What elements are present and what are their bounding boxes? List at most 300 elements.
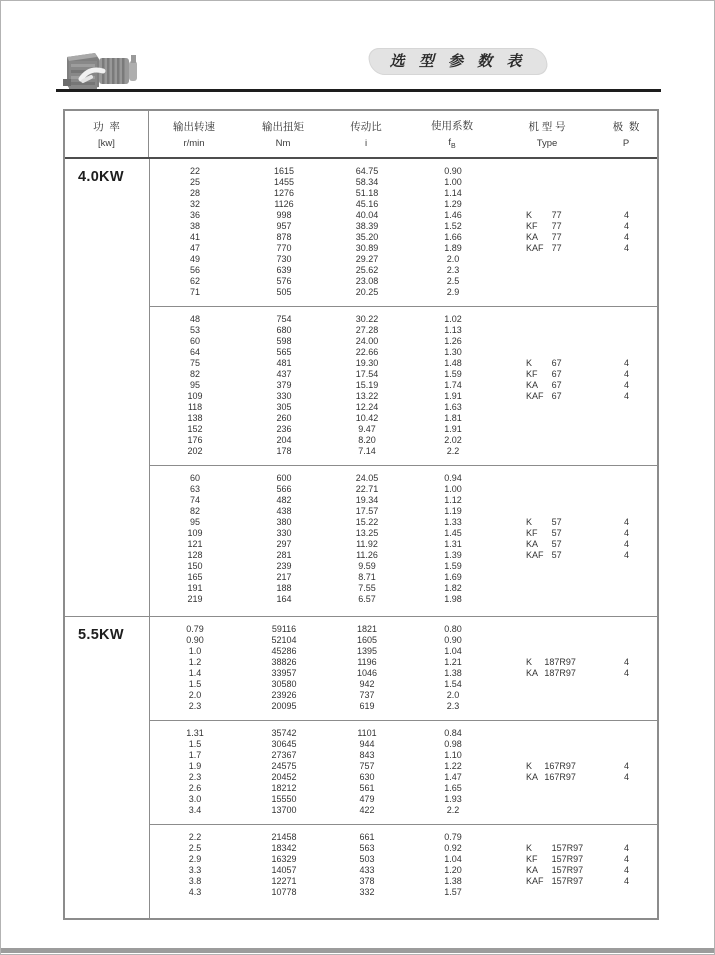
cell-poles: 4 [623, 842, 629, 853]
cell-service-factor: 1.20 [444, 864, 462, 875]
cell-service-factor: 1.26 [444, 335, 462, 346]
table-row [150, 242, 657, 253]
cell-output-speed: 60 [189, 472, 200, 483]
cell-output-torque: 13700 [271, 804, 297, 815]
cell-output-speed: 82 [189, 505, 200, 516]
cell-ratio: 17.57 [355, 505, 379, 516]
table-row [150, 505, 657, 516]
column-header-type: 机 型 号 Type [528, 121, 566, 149]
cell-ratio: 24.00 [355, 335, 379, 346]
cell-service-factor: 1.63 [444, 401, 462, 412]
table-row [150, 472, 657, 483]
cell-output-torque: 437 [276, 368, 292, 379]
cell-service-factor: 1.81 [444, 412, 462, 423]
cell-ratio: 8.71 [358, 571, 376, 582]
cell-type: K 57 [526, 516, 562, 527]
cell-output-torque: 1455 [273, 176, 295, 187]
table-row [150, 516, 657, 527]
table-row [150, 886, 657, 897]
cell-output-torque: 33957 [271, 667, 297, 678]
cell-output-speed: 47 [189, 242, 200, 253]
cell-type: K 67 [526, 357, 562, 368]
table-row [150, 176, 657, 187]
cell-ratio: 22.71 [355, 483, 379, 494]
cell-output-torque: 38826 [271, 656, 297, 667]
cell-output-torque: 730 [276, 253, 292, 264]
cell-output-speed: 3.0 [188, 793, 202, 804]
cell-service-factor: 1.31 [444, 538, 462, 549]
cell-output-speed: 48 [189, 313, 200, 324]
cell-ratio: 45.16 [355, 198, 379, 209]
cell-type: KF 77 [526, 220, 562, 231]
cell-ratio: 27.28 [355, 324, 379, 335]
cell-output-speed: 74 [189, 494, 200, 505]
cell-output-speed: 82 [189, 368, 200, 379]
table-row [150, 760, 657, 771]
cell-output-torque: 680 [276, 324, 292, 335]
cell-output-speed: 1.5 [188, 738, 202, 749]
cell-poles: 4 [623, 527, 629, 538]
cell-output-speed: 63 [189, 483, 200, 494]
cell-output-speed: 28 [189, 187, 200, 198]
cell-output-torque: 565 [276, 346, 292, 357]
cell-service-factor: 1.10 [444, 749, 462, 760]
cell-ratio: 12.24 [355, 401, 379, 412]
cell-output-speed: 128 [187, 549, 203, 560]
table-row [150, 623, 657, 634]
cell-ratio: 422 [359, 804, 375, 815]
cell-service-factor: 2.3 [446, 700, 460, 711]
cell-poles: 4 [623, 760, 629, 771]
cell-output-torque: 1126 [274, 198, 294, 209]
cell-ratio: 7.14 [358, 445, 376, 456]
cell-service-factor: 1.93 [444, 793, 462, 804]
cell-ratio: 9.47 [358, 423, 376, 434]
cell-type: K 187R97 [526, 656, 576, 667]
power-label: 5.5KW [78, 627, 124, 643]
cell-service-factor: 1.52 [444, 220, 462, 231]
cell-output-speed: 2.5 [188, 842, 202, 853]
cell-ratio: 563 [359, 842, 375, 853]
cell-ratio: 503 [359, 853, 375, 864]
cell-service-factor: 1.98 [444, 593, 462, 604]
cell-ratio: 757 [359, 760, 375, 771]
cell-output-speed: 152 [187, 423, 203, 434]
cell-type: KAF 57 [526, 549, 562, 560]
table-header-row [65, 111, 657, 159]
selection-parameter-table [63, 109, 659, 920]
table-row [150, 538, 657, 549]
table-row [150, 875, 657, 886]
table-row [150, 593, 657, 604]
cell-output-torque: 188 [276, 582, 292, 593]
cell-service-factor: 0.92 [444, 842, 462, 853]
cell-ratio: 1821 [356, 623, 378, 634]
ratio-group [150, 306, 657, 465]
table-row [150, 678, 657, 689]
cell-output-speed: 64 [189, 346, 200, 357]
ratio-groups [149, 617, 657, 918]
cell-output-torque: 24575 [271, 760, 297, 771]
cell-poles: 4 [623, 516, 629, 527]
cell-output-torque: 35742 [271, 727, 297, 738]
cell-ratio: 30.22 [355, 313, 379, 324]
cell-output-torque: 305 [276, 401, 292, 412]
cell-service-factor: 1.30 [444, 346, 462, 357]
table-row [150, 527, 657, 538]
cell-output-torque: 164 [276, 593, 292, 604]
cell-output-torque: 204 [276, 434, 292, 445]
cell-output-torque: 21458 [271, 831, 297, 842]
cell-output-torque: 30580 [271, 678, 297, 689]
table-row [150, 560, 657, 571]
ratio-groups [149, 159, 657, 616]
table-row [150, 842, 657, 853]
table-row [150, 853, 657, 864]
cell-ratio: 23.08 [355, 275, 379, 286]
cell-output-torque: 505 [276, 286, 292, 297]
cell-output-torque: 15550 [271, 793, 297, 804]
cell-output-torque: 178 [276, 445, 292, 456]
cell-type: KAF 77 [526, 242, 562, 253]
cell-output-torque: 576 [276, 275, 292, 286]
cell-output-speed: 219 [187, 593, 203, 604]
ratio-group [150, 617, 657, 720]
cell-service-factor: 1.57 [444, 886, 462, 897]
ratio-group [150, 159, 657, 306]
table-row [150, 412, 657, 423]
cell-ratio: 7.55 [358, 582, 376, 593]
cell-output-speed: 0.90 [186, 634, 204, 645]
table-row [150, 434, 657, 445]
cell-output-speed: 60 [189, 335, 200, 346]
cell-service-factor: 0.84 [444, 727, 462, 738]
cell-output-torque: 566 [276, 483, 292, 494]
cell-poles: 4 [623, 656, 629, 667]
power-section [65, 159, 657, 616]
cell-service-factor: 0.90 [444, 634, 462, 645]
cell-output-torque: 27367 [271, 749, 297, 760]
cell-output-torque: 52104 [271, 634, 297, 645]
cell-poles: 4 [623, 357, 629, 368]
cell-output-speed: 1.4 [188, 667, 202, 678]
cell-ratio: 11.92 [356, 538, 378, 549]
cell-output-torque: 16329 [271, 853, 297, 864]
cell-ratio: 619 [359, 700, 375, 711]
cell-ratio: 38.39 [355, 220, 379, 231]
cell-service-factor: 1.33 [444, 516, 462, 527]
cell-service-factor: 1.13 [444, 324, 462, 335]
cell-service-factor: 1.00 [444, 483, 462, 494]
cell-ratio: 24.05 [355, 472, 379, 483]
cell-output-speed: 1.5 [188, 678, 202, 689]
cell-output-torque: 1615 [273, 165, 295, 176]
cell-ratio: 1101 [357, 727, 377, 738]
cell-output-torque: 639 [276, 264, 292, 275]
cell-service-factor: 1.54 [444, 678, 462, 689]
cell-poles: 4 [623, 231, 629, 242]
cell-poles: 4 [623, 538, 629, 549]
cell-output-speed: 2.9 [188, 853, 202, 864]
table-row [150, 445, 657, 456]
cell-output-speed: 95 [189, 379, 200, 390]
cell-service-factor: 1.74 [444, 379, 462, 390]
table-row [150, 390, 657, 401]
cell-type: KA 77 [526, 231, 562, 242]
table-row [150, 738, 657, 749]
cell-output-torque: 1276 [273, 187, 295, 198]
cell-ratio: 1395 [356, 645, 378, 656]
cell-output-speed: 202 [187, 445, 203, 456]
table-row [150, 401, 657, 412]
cell-type: KA 57 [526, 538, 562, 549]
cell-output-torque: 281 [276, 549, 292, 560]
cell-service-factor: 1.14 [444, 187, 462, 198]
cell-output-torque: 878 [276, 231, 292, 242]
cell-type: KA 167R97 [526, 771, 576, 782]
cell-output-speed: 191 [187, 582, 203, 593]
table-row [150, 864, 657, 875]
cell-service-factor: 1.69 [444, 571, 462, 582]
cell-service-factor: 1.47 [444, 771, 462, 782]
cell-service-factor: 0.94 [444, 472, 462, 483]
table-row [150, 253, 657, 264]
table-row [150, 700, 657, 711]
table-row [150, 165, 657, 176]
power-label: 4.0KW [78, 169, 124, 185]
table-row [150, 220, 657, 231]
cell-poles: 4 [623, 853, 629, 864]
cell-output-torque: 297 [276, 538, 292, 549]
cell-service-factor: 1.46 [444, 209, 462, 220]
cell-ratio: 15.19 [355, 379, 379, 390]
cell-ratio: 1605 [356, 634, 378, 645]
cell-service-factor: 1.91 [444, 423, 462, 434]
cell-service-factor: 1.02 [444, 313, 462, 324]
cell-output-speed: 2.3 [188, 700, 202, 711]
cell-ratio: 64.75 [355, 165, 379, 176]
cell-ratio: 35.20 [355, 231, 379, 242]
cell-poles: 4 [623, 390, 629, 401]
cell-ratio: 6.57 [358, 593, 376, 604]
cell-ratio: 332 [359, 886, 375, 897]
cell-ratio: 11.26 [356, 549, 378, 560]
cell-ratio: 13.22 [355, 390, 379, 401]
table-row [150, 313, 657, 324]
cell-output-torque: 30645 [271, 738, 297, 749]
cell-output-speed: 2.6 [188, 782, 202, 793]
cell-output-torque: 20452 [271, 771, 297, 782]
cell-ratio: 40.04 [355, 209, 379, 220]
cell-output-torque: 23926 [271, 689, 297, 700]
table-row [150, 209, 657, 220]
cell-output-speed: 32 [189, 198, 200, 209]
ratio-group [150, 465, 657, 616]
cell-ratio: 15.22 [355, 516, 379, 527]
cell-output-speed: 56 [189, 264, 200, 275]
cell-output-speed: 41 [189, 231, 200, 242]
cell-output-speed: 2.0 [188, 689, 202, 700]
cell-output-speed: 36 [189, 209, 200, 220]
cell-output-speed: 109 [187, 527, 203, 538]
cell-ratio: 30.89 [355, 242, 379, 253]
cell-ratio: 561 [359, 782, 375, 793]
cell-poles: 4 [623, 667, 629, 678]
cell-output-torque: 600 [276, 472, 292, 483]
table-row [150, 831, 657, 842]
cell-output-torque: 10778 [271, 886, 297, 897]
cell-service-factor: 2.2 [446, 445, 460, 456]
cell-output-speed: 75 [189, 357, 200, 368]
table-row [150, 549, 657, 560]
cell-service-factor: 0.79 [444, 831, 462, 842]
cell-service-factor: 2.2 [446, 804, 460, 815]
cell-ratio: 1196 [357, 656, 377, 667]
cell-output-speed: 2.3 [188, 771, 202, 782]
power-section [65, 616, 657, 918]
cell-service-factor: 1.45 [444, 527, 462, 538]
cell-poles: 4 [623, 220, 629, 231]
cell-output-speed: 62 [189, 275, 200, 286]
cell-service-factor: 0.90 [444, 165, 462, 176]
cell-output-torque: 379 [276, 379, 292, 390]
cell-poles: 4 [623, 242, 629, 253]
cell-service-factor: 1.91 [444, 390, 462, 401]
cell-output-torque: 14057 [271, 864, 297, 875]
cell-ratio: 737 [359, 689, 375, 700]
cell-ratio: 942 [359, 678, 375, 689]
table-row [150, 749, 657, 760]
column-header-ratio: 传动比 i [350, 121, 382, 149]
cell-output-speed: 71 [189, 286, 200, 297]
table-row [150, 324, 657, 335]
cell-output-torque: 236 [276, 423, 292, 434]
cell-output-torque: 20095 [271, 700, 297, 711]
cell-service-factor: 2.0 [446, 689, 460, 700]
cell-ratio: 479 [359, 793, 375, 804]
cell-ratio: 10.42 [355, 412, 379, 423]
cell-service-factor: 1.48 [444, 357, 462, 368]
cell-service-factor: 1.04 [444, 645, 462, 656]
cell-type: KF 67 [526, 368, 562, 379]
cell-type: KF 57 [526, 527, 562, 538]
cell-output-torque: 482 [276, 494, 292, 505]
cell-output-torque: 957 [276, 220, 292, 231]
table-row [150, 771, 657, 782]
table-row [150, 689, 657, 700]
page-footer-bar [1, 948, 714, 953]
cell-service-factor: 2.0 [446, 253, 460, 264]
cell-type: K 77 [526, 209, 562, 220]
cell-ratio: 843 [359, 749, 375, 760]
table-row [150, 582, 657, 593]
table-row [150, 187, 657, 198]
table-row [150, 804, 657, 815]
cell-output-speed: 53 [189, 324, 200, 335]
table-row [150, 198, 657, 209]
cell-ratio: 13.25 [355, 527, 379, 538]
table-row [150, 231, 657, 242]
cell-service-factor: 1.21 [444, 656, 462, 667]
table-row [150, 645, 657, 656]
cell-output-torque: 438 [276, 505, 292, 516]
table-row [150, 656, 657, 667]
cell-ratio: 17.54 [355, 368, 379, 379]
page-title: 选 型 参 数 表 [389, 53, 527, 70]
cell-output-speed: 1.31 [186, 727, 204, 738]
cell-ratio: 8.20 [358, 434, 376, 445]
cell-ratio: 630 [359, 771, 375, 782]
cell-output-speed: 1.9 [188, 760, 202, 771]
cell-output-speed: 1.7 [188, 749, 202, 760]
cell-type: KA 157R97 [526, 864, 584, 875]
cell-ratio: 944 [359, 738, 375, 749]
ratio-group [150, 824, 657, 918]
cell-type: KA 67 [526, 379, 562, 390]
cell-output-torque: 754 [276, 313, 292, 324]
cell-output-torque: 217 [276, 571, 292, 582]
cell-output-torque: 12271 [271, 875, 297, 886]
cell-ratio: 661 [359, 831, 375, 842]
cell-poles: 4 [623, 209, 629, 220]
table-row [150, 423, 657, 434]
table-row [150, 346, 657, 357]
cell-service-factor: 1.00 [444, 176, 462, 187]
cell-output-torque: 481 [276, 357, 292, 368]
cell-service-factor: 1.04 [444, 853, 462, 864]
cell-output-speed: 0.79 [186, 623, 204, 634]
cell-ratio: 58.34 [355, 176, 379, 187]
table-body [65, 159, 657, 918]
cell-output-speed: 2.2 [188, 831, 202, 842]
table-row [150, 667, 657, 678]
cell-service-factor: 1.89 [444, 242, 462, 253]
cell-service-factor: 1.12 [444, 494, 462, 505]
cell-poles: 4 [623, 771, 629, 782]
cell-ratio: 20.25 [355, 286, 379, 297]
cell-output-speed: 3.3 [188, 864, 202, 875]
cell-output-speed: 109 [187, 390, 203, 401]
cell-ratio: 51.18 [355, 187, 379, 198]
cell-output-torque: 239 [276, 560, 292, 571]
cell-service-factor: 1.29 [444, 198, 462, 209]
cell-ratio: 9.59 [358, 560, 376, 571]
cell-type: KF 157R97 [526, 853, 584, 864]
column-header-output-speed: 输出转速 r/min [173, 121, 215, 149]
cell-service-factor: 2.3 [446, 264, 460, 275]
header-divider-rule [56, 89, 661, 92]
cell-service-factor: 2.5 [446, 275, 460, 286]
ratio-group [150, 720, 657, 824]
cell-service-factor: 1.82 [444, 582, 462, 593]
cell-output-torque: 998 [276, 209, 292, 220]
cell-poles: 4 [623, 379, 629, 390]
cell-output-speed: 176 [187, 434, 203, 445]
cell-output-speed: 121 [187, 538, 203, 549]
cell-output-torque: 330 [276, 527, 292, 538]
cell-ratio: 1046 [356, 667, 378, 678]
cell-type: K 157R97 [526, 842, 584, 853]
cell-output-speed: 3.8 [188, 875, 202, 886]
table-row [150, 782, 657, 793]
cell-type: KAF 67 [526, 390, 562, 401]
cell-ratio: 378 [359, 875, 375, 886]
cell-service-factor: 1.19 [444, 505, 462, 516]
column-header-power: 功 率 [kw] [65, 111, 149, 157]
cell-output-torque: 770 [276, 242, 292, 253]
cell-service-factor: 1.59 [444, 368, 462, 379]
cell-ratio: 19.30 [355, 357, 379, 368]
